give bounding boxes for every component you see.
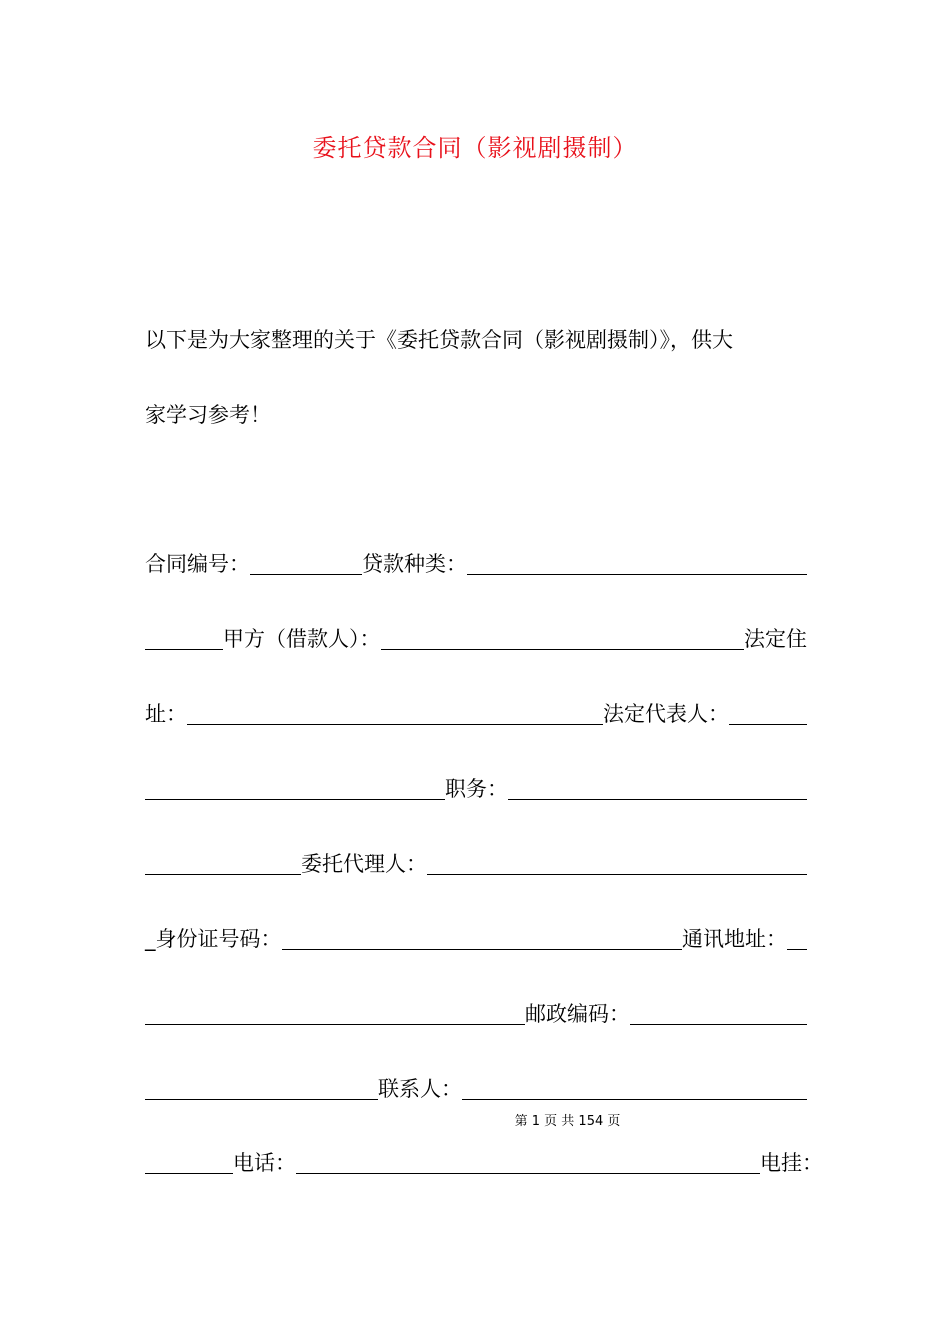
page-footer: 第 1 页 共 154 页 bbox=[514, 1114, 621, 1129]
loan-type-blank-cont[interactable] bbox=[145, 623, 223, 650]
legal-address-label-2: 址： bbox=[145, 702, 187, 726]
contact-blank[interactable] bbox=[462, 1073, 807, 1100]
contract-no-blank[interactable] bbox=[250, 548, 362, 575]
position-blank-cont[interactable] bbox=[145, 848, 301, 875]
loan-type-label: 贷款种类： bbox=[362, 552, 467, 576]
form-row-2 bbox=[145, 623, 807, 654]
mail-address-blank-cont[interactable] bbox=[145, 998, 525, 1025]
id-number-blank[interactable] bbox=[282, 923, 683, 950]
party-a-blank[interactable] bbox=[381, 623, 745, 650]
form-row-4 bbox=[145, 773, 807, 804]
postal-code-blank[interactable] bbox=[630, 998, 807, 1025]
form-row-1 bbox=[145, 548, 807, 579]
legal-rep-label: 法定代表人： bbox=[603, 702, 729, 726]
intro-line-1: 以下是为大家整理的关于《委托贷款合同（影视剧摄制）》，供大 bbox=[145, 328, 733, 352]
agent-blank[interactable] bbox=[427, 848, 807, 875]
phone-label: 电话： bbox=[233, 1151, 296, 1175]
form-row-9 bbox=[145, 1147, 823, 1178]
document-title: 委托贷款合同（影视剧摄制） bbox=[312, 134, 638, 162]
contact-blank-cont[interactable] bbox=[145, 1147, 233, 1174]
intro-line-2: 家学习参考！ bbox=[145, 403, 271, 427]
id-number-label: 身份证号码： bbox=[155, 927, 282, 951]
form-row-8 bbox=[145, 1073, 807, 1104]
fax-label: 电挂： bbox=[760, 1151, 823, 1175]
legal-rep-blank-cont[interactable] bbox=[145, 773, 445, 800]
postal-code-blank-cont[interactable] bbox=[145, 1073, 378, 1100]
phone-blank[interactable] bbox=[296, 1147, 760, 1174]
postal-code-label: 邮政编码： bbox=[525, 1002, 630, 1026]
mail-address-label: 通讯地址： bbox=[682, 927, 787, 951]
legal-address-label-1: 法定住 bbox=[744, 627, 807, 651]
mail-address-blank[interactable] bbox=[787, 923, 807, 950]
contract-no-label: 合同编号： bbox=[145, 552, 250, 576]
form-row-5 bbox=[145, 848, 807, 879]
contact-label: 联系人： bbox=[378, 1077, 462, 1101]
legal-address-blank[interactable] bbox=[187, 698, 603, 725]
form-row-7 bbox=[145, 998, 807, 1029]
position-label: 职务： bbox=[445, 777, 508, 801]
position-blank[interactable] bbox=[508, 773, 807, 800]
agent-label: 委托代理人： bbox=[301, 852, 427, 876]
id-prefix: _ bbox=[145, 927, 156, 951]
loan-type-blank[interactable] bbox=[467, 548, 807, 575]
legal-rep-blank[interactable] bbox=[729, 698, 807, 725]
form-row-6 bbox=[145, 923, 807, 954]
form-row-3 bbox=[145, 698, 807, 729]
party-a-label: 甲方（借款人）： bbox=[223, 627, 381, 651]
